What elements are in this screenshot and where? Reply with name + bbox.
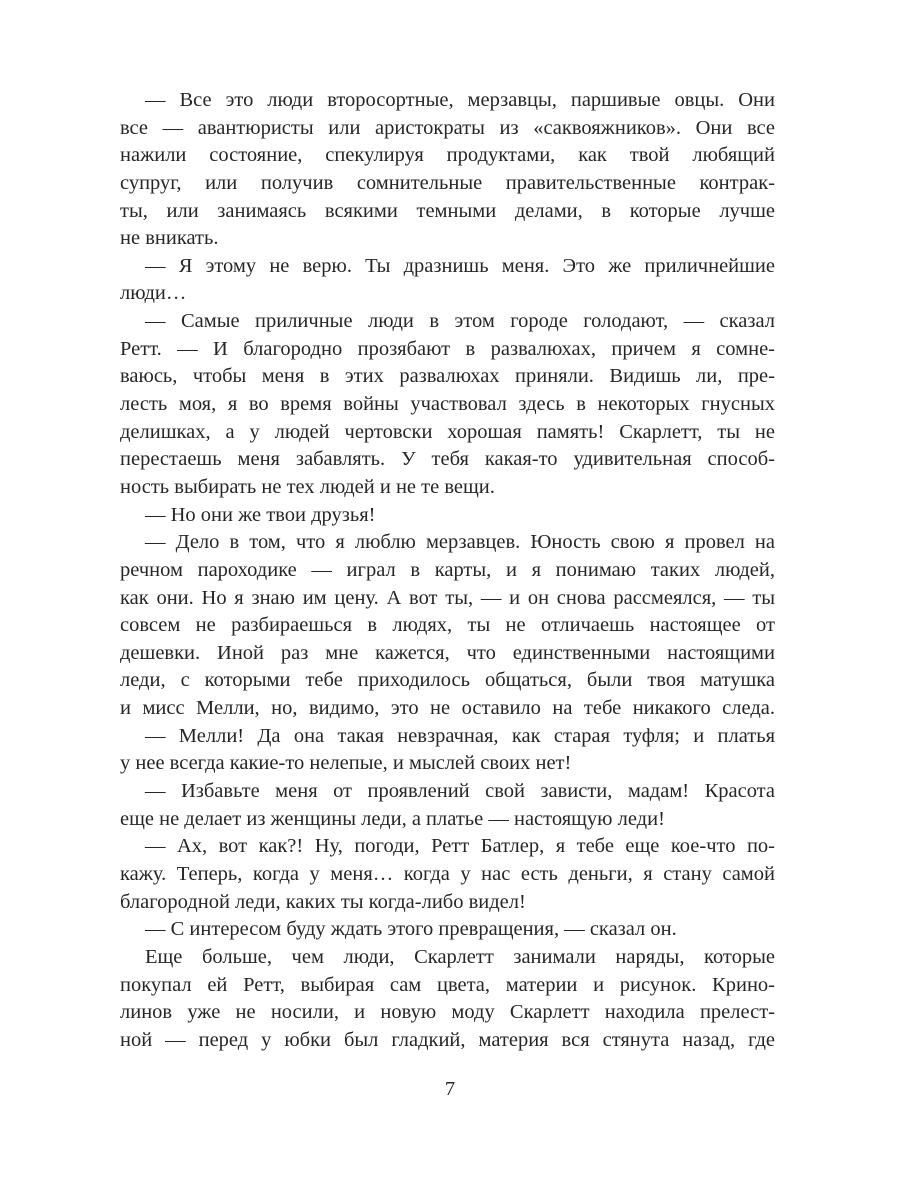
text-line: покупал ей Ретт, выбирая сам цвета, материи и рисунок. Крино- (120, 973, 775, 996)
text-line: — Все это люди второсортные, мерзавцы, паршивые овцы. Они (145, 89, 775, 111)
text-line: Ретт. — И благородно прозябают в развалюхах, причем я сомне- (120, 337, 775, 360)
text-line: леди, с которыми тебе приходилось общаться, были твоя матушка (120, 669, 775, 692)
text-line: не вникать. (120, 227, 219, 250)
text-line: делишках, а у людей чертовски хорошая память! Скарлетт, ты не (120, 420, 775, 443)
text-line: — Я этому не верю. Ты дразнишь меня. Это же приличнейшие (145, 254, 775, 277)
text-line: все — авантюристы или аристократы из «саквояжников». Они все (120, 116, 775, 139)
text-line: линов уже не носили, и новую моду Скарлетт находила прелест- (120, 1001, 775, 1024)
text-line: — Но они же твои друзья! (145, 503, 376, 526)
text-line: дешевки. Иной раз мне кажется, что единственными настоящими (120, 641, 775, 664)
text-line: — С интересом буду ждать этого превращения, — сказал он. (145, 918, 677, 941)
book-page-text (120, 87, 775, 1054)
text-line: благородной леди, каких ты когда-либо видел! (120, 890, 526, 913)
text-line: — Избавьте меня от проявлений свой зависти, мадам! Красота (145, 780, 775, 803)
text-line: лесть моя, я во время войны участвовал здесь в некоторых гнусных (120, 393, 775, 416)
text-line: у нее всегда какие-то нелепые, и мыслей своих нет! (120, 752, 572, 775)
text-line: нажили состояние, спекулируя продуктами, как твой любящий (120, 144, 775, 167)
text-line: перестаешь меня забавлять. У тебя какая-то удивительная способ- (120, 448, 775, 471)
text-line: Еще больше, чем люди, Скарлетт занимали наряды, которые (145, 945, 775, 968)
text-line: — Дело в том, что я люблю мерзавцев. Юность свою я провел на (145, 531, 775, 554)
text-line: — Самые приличные люди в этом городе голодают, — сказал (145, 310, 775, 333)
text-line: кажу. Теперь, когда у меня… когда у нас есть деньги, я стану самой (120, 862, 775, 885)
text-line: речном пароходике — играл в карты, и я понимаю таких людей, (120, 558, 775, 581)
text-line: и мисс Мелли, но, видимо, это не оставило на тебе никакого следа. (120, 697, 775, 720)
text-line: супруг, или получив сомнительные правительственные контрак- (120, 171, 775, 194)
text-line: люди… (120, 282, 187, 305)
text-line: совсем не разбираешься в людях, ты не отличаешь настоящее от (120, 614, 775, 637)
text-line: — Мелли! Да она такая невзрачная, как старая туфля; и платья (145, 724, 775, 747)
text-line: ной — перед у юбки был гладкий, материя вся стянута назад, где (120, 1028, 775, 1051)
text-line: ность выбирать не тех людей и не те вещи. (120, 475, 495, 498)
text-line: ваюсь, чтобы меня в этих развалюхах приняли. Видишь ли, пре- (120, 365, 775, 388)
text-line: ты, или занимаясь всякими темными делами, в которые лучше (120, 199, 775, 222)
page-number: 7 (444, 1078, 456, 1100)
text-line: как они. Но я знаю им цену. А вот ты, — и он снова рассмеялся, — ты (120, 586, 775, 609)
text-line: — Ах, вот как?! Ну, погоди, Ретт Батлер, я тебе еще кое-что по- (145, 835, 775, 858)
text-line: еще не делает из женщины леди, а платье — настоящую леди! (120, 807, 665, 830)
